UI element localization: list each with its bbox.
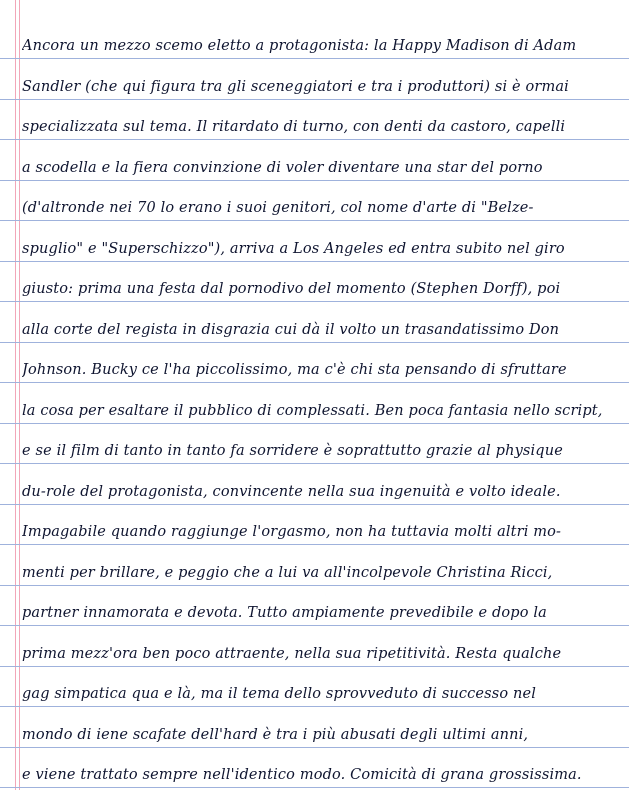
text-line: specializzata sul tema. Il ritardato di turno, con denti da castoro, capelli xyxy=(22,119,566,135)
text-line: menti per brillare, e peggio che a lui va all'incolpevole Christina Ricci, xyxy=(22,565,553,581)
text-line: Johnson. Bucky ce l'ha piccolissimo, ma c'è chi sta pensando di sfruttare xyxy=(22,362,567,378)
text-line: Ancora un mezzo scemo eletto a protagonista: la Happy Madison di Adam xyxy=(22,38,577,54)
text-line: du-role del protagonista, convincente nella sua ingenuità e volto ideale. xyxy=(22,484,561,500)
text-line: partner innamorata e devota. Tutto ampiamente prevedibile e dopo la xyxy=(22,605,547,621)
text-line: giusto: prima una festa dal pornodivo del momento (Stephen Dorff), poi xyxy=(22,281,561,297)
text-line: alla corte del regista in disgrazia cui dà il volto un trasandatissimo Don xyxy=(22,322,560,338)
text-line: spuglio" e "Superschizzo"), arriva a Los Angeles ed entra subito nel giro xyxy=(22,241,565,257)
text-line: prima mezz'ora ben poco attraente, nella sua ripetitività. Resta qualche xyxy=(22,646,562,662)
text-line: e se il film di tanto in tanto fa sorridere è soprattutto grazie al physique xyxy=(22,443,563,459)
text-line: gag simpatica qua e là, ma il tema dello sprovveduto di successo nel xyxy=(22,686,536,702)
text-line: (d'altronde nei 70 lo erano i suoi genitori, col nome d'arte di "Belze- xyxy=(22,200,534,216)
text-line: a scodella e la fiera convinzione di voler diventare una star del porno xyxy=(22,160,543,176)
text-line: e viene trattato sempre nell'identico modo. Comicità di grana grossissima. xyxy=(22,767,582,783)
text-line: Impagabile quando raggiunge l'orgasmo, non ha tuttavia molti altri mo- xyxy=(22,524,562,540)
text-line: mondo di iene scafate dell'hard è tra i più abusati degli ultimi anni, xyxy=(22,727,529,743)
text-line: Sandler (che qui figura tra gli sceneggiatori e tra i produttori) si è ormai xyxy=(22,79,569,95)
text-line: la cosa per esaltare il pubblico di complessati. Ben poca fantasia nello script, xyxy=(22,403,603,419)
